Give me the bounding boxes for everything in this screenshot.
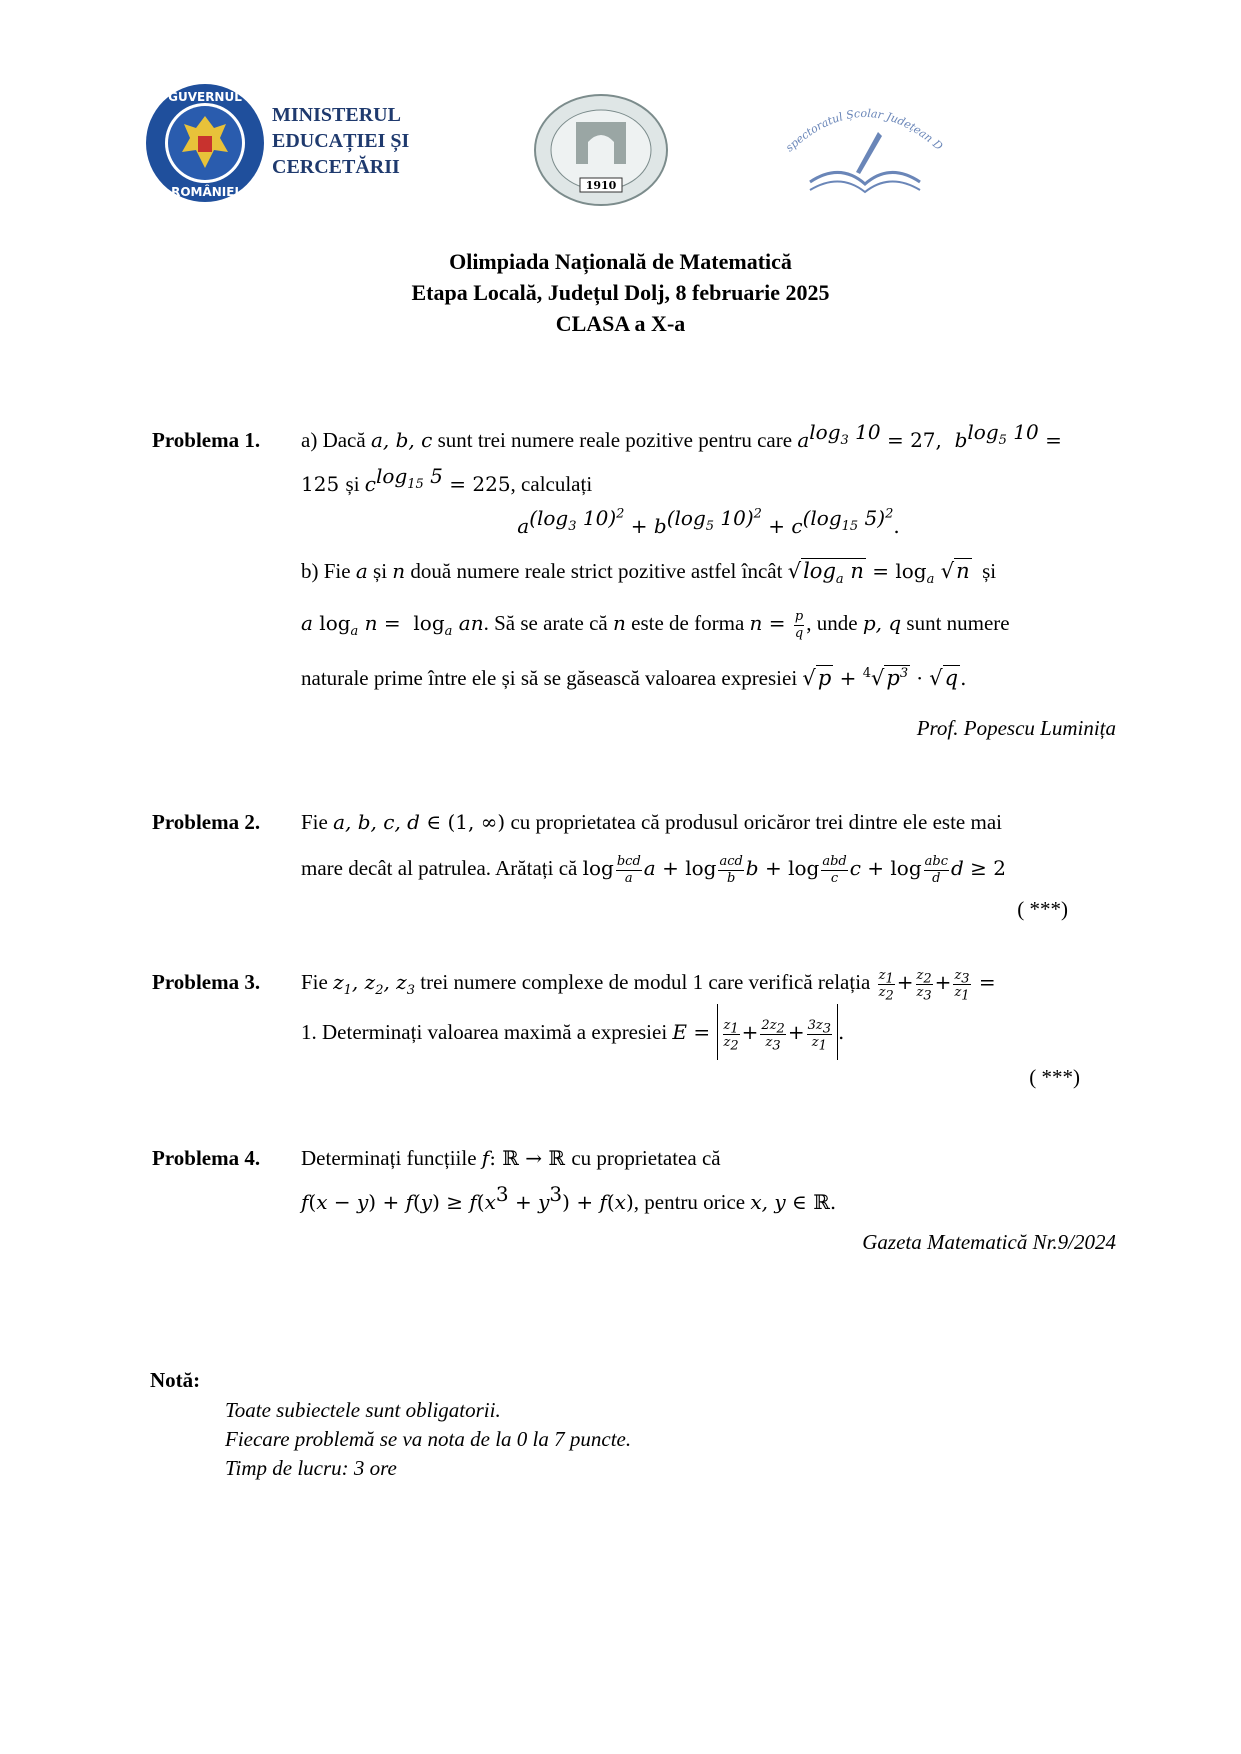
- isj-logo: [780, 92, 950, 196]
- note-lines: [225, 1396, 631, 1483]
- problem-3-label: Problema 3.: [152, 970, 261, 994]
- problem-2-body: Fie a, b, c, d ∈ (1, ∞) cu proprietatea că produsul oricăror trei dintre ele este mai mare decât al patrulea. Arătați că log $\frac{\text{bcd}}{a}$ a + log $\frac{\text{acd}}{b}$ b + log $\frac{\text{abd}}{c}$ c + log $\frac{\text{abc}}{d}$ d ≥ 2 ( ***): [301, 800, 1116, 926]
- title-line-2: Etapa Locală, Județul Dolj, 8 februarie 2025: [411, 280, 830, 305]
- gov-logo-top-text: GUVERNUL: [168, 90, 242, 104]
- ministry-name: [272, 102, 409, 180]
- problem-3-source: ( ***): [1029, 1065, 1080, 1089]
- problem-1-author: Prof. Popescu Luminița: [916, 716, 1116, 740]
- note-line-3: Timp de lucru: 3 ore: [225, 1456, 397, 1480]
- title-line-3: CLASA a X-a: [555, 311, 686, 336]
- problem-1-label: Problema 1.: [152, 428, 261, 452]
- society-year: 1910: [585, 179, 617, 192]
- problem-4-label: Problema 4.: [152, 1146, 261, 1170]
- pen-icon: [856, 132, 882, 174]
- svg-text:Inspectoratul Școlar Județean: [780, 92, 945, 154]
- note-line-2: Fiecare problemă se va nota de la 0 la 7 puncte.: [225, 1427, 632, 1451]
- problem-2-label: Problema 2.: [152, 810, 261, 834]
- problem-1-body: a) Dacă a, b, c sunt trei numere reale pozitive pentru care $a^{log_3 10} = 27$, $b^{log_5 10}$ = 125 și $c^{log_{15} 5} = 225$, calculați $a^{(log_3 10)^2} + b^{(log_5 10)^2} + c^{(log_{15} 5)^2}$. b) Fie a și n două numere reale strict pozitive astfel încât $√\log_a$ $n = \log_a √n$ și a $\log_a n = \log_a$ an. Să se arate că n este de forma n = $\frac{p}{q}$ , unde p, q sunt numere naturale prime între ele și să se găsească valoarea expresiei $√p + ^4√p^3 \cdot √q$ . Prof. Popescu Luminița: [301, 418, 1116, 750]
- problem-3-body: Fie $z_1$, $z_2$, $z_3$ trei numere complexe de modul 1 care verifică relația $\frac{z_1}{z_2}$ + $\frac{z_2}{z_3}$ + $\frac{z_3}{z_1}$ = 1. Determinați valoarea maximă a expresiei E = $\frac{z_1}{z_2}$ + $\frac{2z_2}{z_3}$ + $\frac{3z_3}{z_1}$ . ( ***): [301, 960, 1116, 1094]
- isj-text: spectoratul Școlar Județean D: [783, 106, 946, 155]
- title-line-1: Olimpiada Națională de Matematică: [449, 249, 792, 274]
- note-line-1: Toate subiectele sunt obligatorii.: [225, 1398, 501, 1422]
- document-title: [0, 246, 1241, 339]
- problem-4-source: Gazeta Matematică Nr.9/2024: [862, 1230, 1116, 1254]
- problem-4-body: Determinați funcțiile f: ℝ → ℝ cu proprietatea că $f(x - y) + f(y) \ge f(x^3 + y^3) + f(x)$, pentru orice x, y ∈ ℝ. Gazeta Matematică Nr.9/2024: [301, 1136, 1116, 1260]
- ministry-line-1: MINISTERUL: [272, 104, 401, 126]
- society-logo: [532, 92, 670, 208]
- government-logo: [144, 82, 266, 204]
- ministry-line-3: CERCETĂRII: [272, 156, 400, 178]
- ministry-line-2: EDUCAȚIEI ȘI: [272, 130, 410, 152]
- note-label: Notă:: [150, 1368, 201, 1392]
- gov-logo-bottom-text: ROMÂNIEI: [171, 185, 239, 199]
- problem-2-source: ( ***): [1017, 897, 1068, 921]
- problem-1-expression: $a^{(log_3 10)^2} + b^{(log_5 10)^2} + c^{(log_{15} 5)^2}$.: [517, 506, 900, 538]
